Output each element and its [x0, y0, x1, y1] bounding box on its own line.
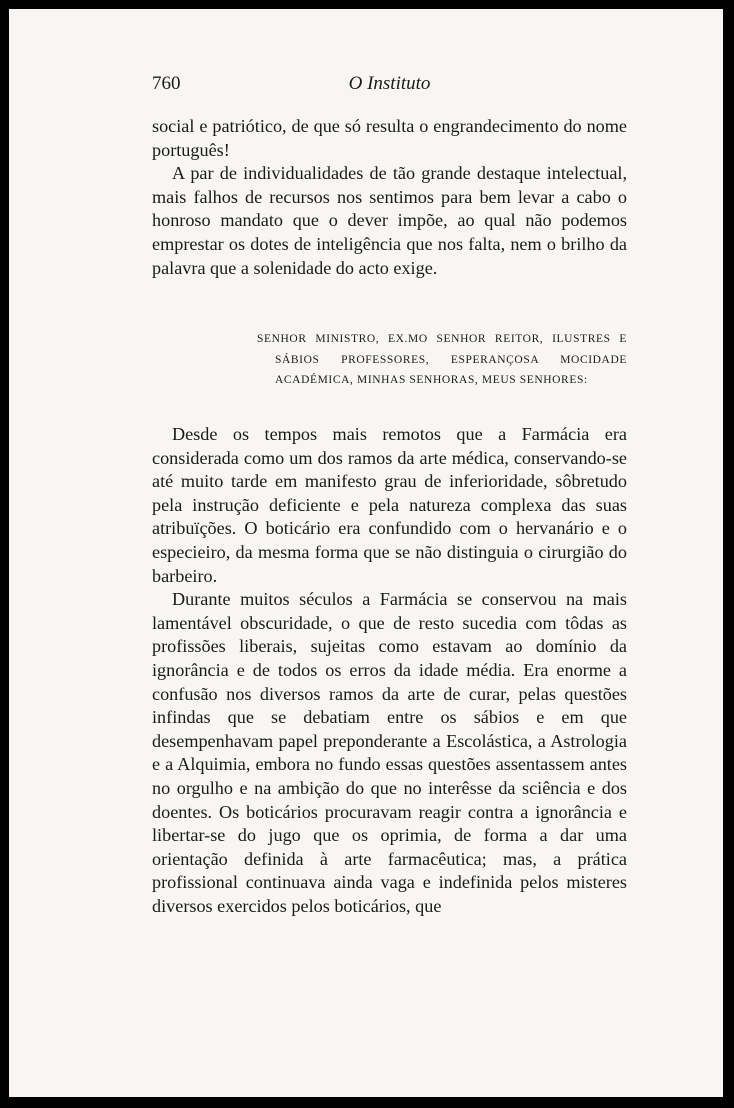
main-text — [152, 423, 627, 918]
paragraph: Durante muitos séculos a Farmácia se conservou na mais lamentável obscuridade, o que de resto sucedia com tôdas as profissões liberais, sujeitas como estavam ao domínio da ignorância e de todos os erros da idade média. Era enorme a confusão nos diversos ramos da arte de curar, pelas questões infindas que se debatiam entre os sábios e em que desempenhavam papel preponderante a Escolástica, a Astrologia e a Alquimia, embora no fundo essas questões assentassem antes no orgulho e na ambição do que no interêsse da sciência e dos doentes. Os boticários procuravam reagir contra a ignorância e libertar-se do jugo que os oprimia, de forma a dar uma orientação definida à arte farmacêutica; mas, a prática profissional continuava ainda vaga e indefinida pelos misteres diversos exercidos pelos boticários, que — [152, 589, 627, 916]
paragraph-continuation: social e patriótico, de que só resulta o engrandecimento do nome português! — [152, 116, 627, 160]
paragraph: A par de individualidades de tão grande destaque intelectual, mais falhos de recursos nos sentimos para bem levar a cabo o honroso mandato que o dever impõe, ao qual não podemos emprestar os dotes de inteligência que nos falta, nem o brilho da palavra que a solenidade do acto exige. — [152, 163, 627, 278]
page-header — [152, 73, 627, 103]
salutation: SENHOR MINISTRO, EX.MO SENHOR REITOR, ILUSTRES E SÁBIOS PROFESSORES, ESPERANÇOSA MOCIDADE ACADÉMICA, MINHAS SENHORAS, MEUS SENHORES: — [257, 333, 627, 386]
paragraph: Desde os tempos mais remotos que a Farmácia era considerada como um dos ramos da arte médica, conservando-se até muito tarde em manifesto grau de inferioridade, sôbretudo pela instrução deficiente e pela natureza complexa das suas atribuïções. O boticário era confundido com o hervanário e o especieiro, da mesma forma que se não distinguia o cirurgião do barbeiro. — [152, 424, 627, 586]
running-title: O Instituto — [348, 73, 431, 94]
opening-text — [152, 115, 627, 280]
book-page — [9, 9, 723, 1097]
page-number: 760 — [152, 73, 181, 94]
